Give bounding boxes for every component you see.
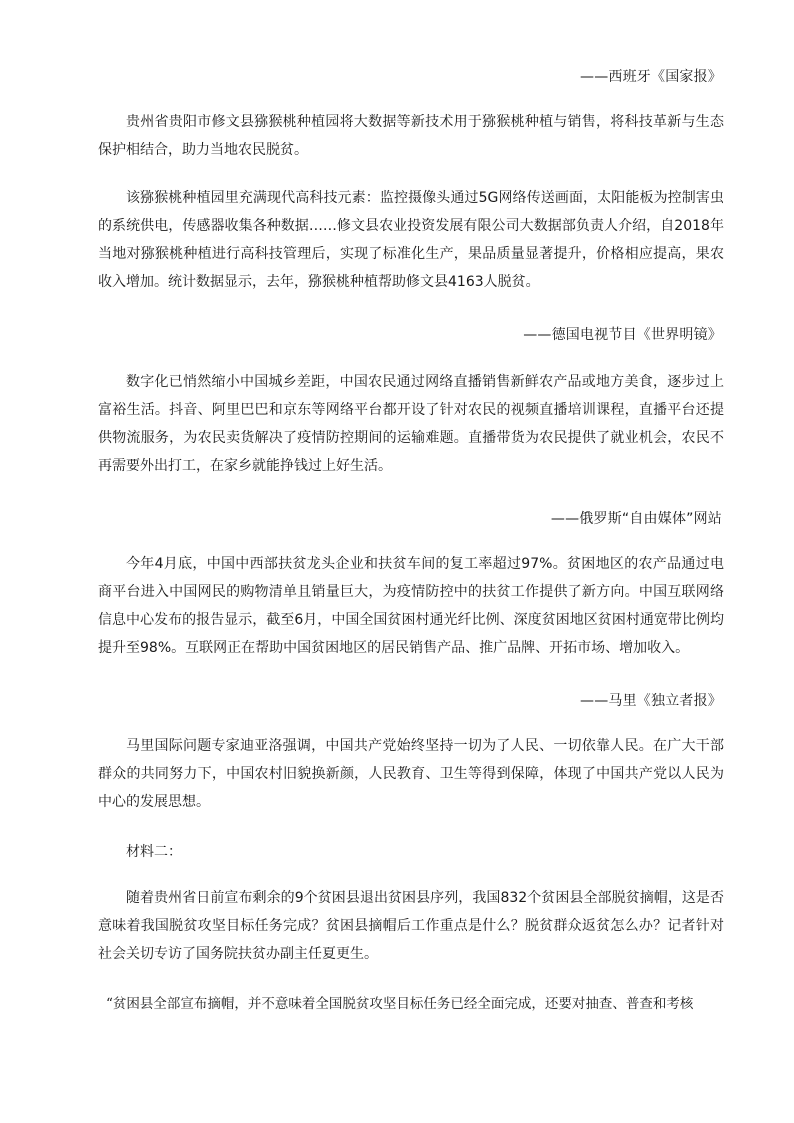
material-two-heading: 材料二： (126, 844, 182, 860)
quote-paragraph: “贫困县全部宣布摘帽，并不意味着全国脱贫攻坚目标任务已经全面完成，还要对抽查、普查和考核 (106, 996, 694, 1012)
source-attribution-spain: ——西班牙《国家报》 (580, 69, 722, 85)
paragraph-guizhou-kiwi: 贵州省贵阳市修文县猕猴桃种植园将大数据等新技术用于猕猴桃种植与销售，将科技革新与生态保护相结合，助力当地农民脱贫。 (98, 114, 724, 158)
source-attribution-germany: ——德国电视节目《世界明镜》 (523, 327, 722, 343)
paragraph-material-two: 随着贵州省日前宣布剩余的9个贫困县退出贫困县序列，我国832个贫困县全部脱贫摘帽，这是否意味着我国脱贫攻坚目标任务完成？贫困县摘帽后工作重点是什么？脱贫群众返贫怎么办？记者针对社会关切专访了国务院扶贫办副主任夏更生。 (98, 890, 724, 962)
paragraph-digital-livestream: 数字化已悄然缩小中国城乡差距，中国农民通过网络直播销售新鲜农产品或地方美食，逐步过上富裕生活。抖音、阿里巴巴和京东等网络平台都开设了针对农民的视频直播培训课程，直播平台还提供物流服务，为农民卖货解决了疫情防控期间的运输难题。直播带货为农民提供了就业机会，农民不再需要外出打工，在家乡就能挣钱过上好生活。 (98, 374, 724, 474)
source-attribution-mali: ——马里《独立者报》 (580, 693, 722, 709)
paragraph-kiwi-technology: 该猕猴桃种植园里充满现代高科技元素：监控摄像头通过5G网络传送画面，太阳能板为控制害虫的系统供电，传感器收集各种数据……修文县农业投资发展有限公司大数据部负责人介绍，自2018年当地对猕猴桃种植进行高科技管理后，实现了标准化生产，果品质量显著提升，价格相应提高，果农收入增加。统计数据显示，去年，猕猴桃种植帮助修文县4163人脱贫。 (98, 190, 724, 290)
source-attribution-russia: ——俄罗斯“自由媒体”网站 (550, 511, 722, 527)
paragraph-mali-expert: 马里国际问题专家迪亚洛强调，中国共产党始终坚持一切为了人民、一切依靠人民。在广大干部群众的共同努力下，中国农村旧貌换新颜，人民教育、卫生等得到保障，体现了中国共产党以人民为中心的发展思想。 (98, 738, 724, 810)
paragraph-internet-poverty: 今年4月底，中国中西部扶贫龙头企业和扶贫车间的复工率超过97%。贫困地区的农产品通过电商平台进入中国网民的购物清单且销量巨大，为疫情防控中的扶贫工作提供了新方向。中国互联网络信息中心发布的报告显示，截至6月，中国全国贫困村通光纤比例、深度贫困地区贫困村通宽带比例均提升至98%。互联网正在帮助中国贫困地区的居民销售产品、推广品牌、开拓市场、增加收入。 (98, 556, 724, 656)
